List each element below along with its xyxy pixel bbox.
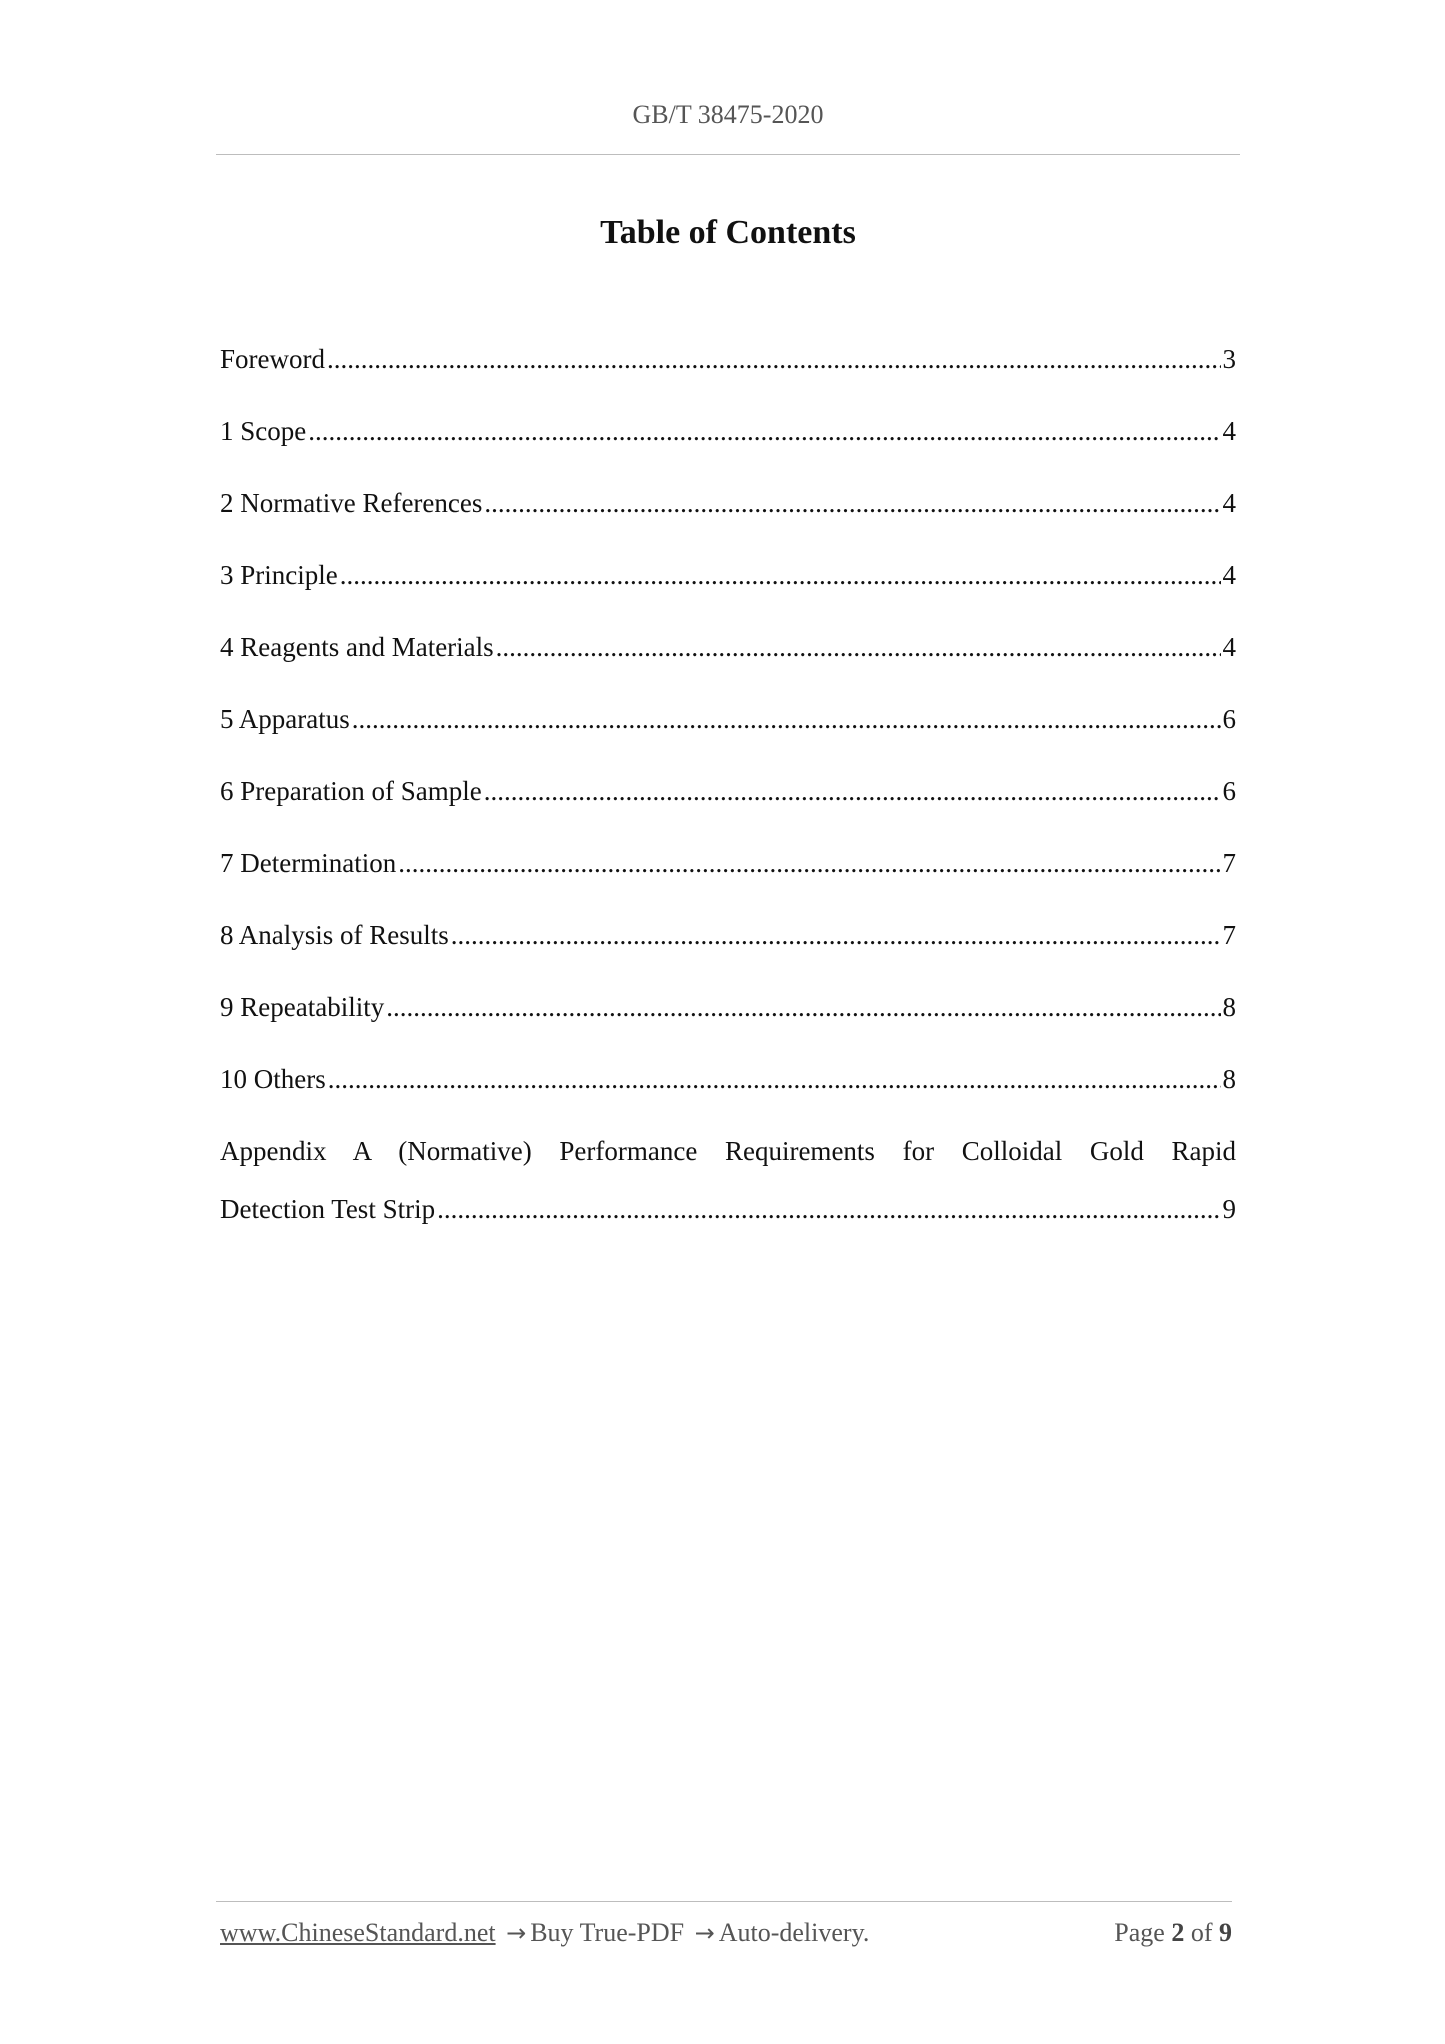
toc-entry-page: 3 <box>1222 344 1236 374</box>
dot-leader <box>437 1188 1218 1230</box>
arrow-right-icon: → <box>506 1919 527 1947</box>
document-code-header: GB/T 38475-2020 <box>632 100 824 129</box>
toc-entry-foreword[interactable] <box>220 338 1236 410</box>
of-word: of <box>1190 1918 1213 1947</box>
toc-entry-page: 7 <box>1222 848 1236 878</box>
dot-leader <box>496 626 1221 668</box>
toc-entry-appendix-a[interactable] <box>220 1130 1236 1230</box>
toc-entry-page: 6 <box>1222 704 1236 734</box>
toc-entry-others[interactable] <box>220 1058 1236 1130</box>
toc-entry-page: 4 <box>1222 560 1236 590</box>
toc-entry-page: 8 <box>1222 1064 1236 1094</box>
toc-entry-page: 4 <box>1222 416 1236 446</box>
dot-leader <box>484 482 1220 524</box>
footer-promo <box>220 1918 869 1948</box>
toc-entry-label: 10 Others <box>220 1064 326 1094</box>
header-divider <box>216 154 1240 155</box>
dot-leader <box>352 698 1221 740</box>
toc-entry-normative-references[interactable] <box>220 482 1236 554</box>
auto-delivery-text: Auto-delivery. <box>718 1918 870 1947</box>
buy-true-pdf-text: Buy True-PDF <box>530 1918 685 1947</box>
toc-entry-label-line1: Appendix A (Normative) Performance Requirements for Colloidal Gold Rapid <box>220 1136 1236 1166</box>
website-link[interactable]: www.ChineseStandard.net <box>220 1918 496 1947</box>
toc-entry-scope[interactable] <box>220 410 1236 482</box>
total-pages-number: 9 <box>1219 1918 1232 1947</box>
dot-leader <box>386 986 1220 1028</box>
dot-leader <box>451 914 1221 956</box>
toc-entry-label: 9 Repeatability <box>220 992 385 1022</box>
dot-leader <box>484 770 1221 812</box>
toc-entry-label: 8 Analysis of Results <box>220 920 449 950</box>
dot-leader <box>340 554 1221 596</box>
page-word: Page <box>1114 1918 1165 1947</box>
toc-entry-label: 3 Principle <box>220 560 338 590</box>
dot-leader <box>327 338 1221 380</box>
current-page-number: 2 <box>1171 1918 1185 1947</box>
toc-entry-label: 1 Scope <box>220 416 307 446</box>
toc-entry-page: 9 <box>1222 1194 1236 1224</box>
toc-entry-label: Foreword <box>220 344 325 374</box>
toc-entry-label: 6 Preparation of Sample <box>220 776 482 806</box>
table-of-contents <box>220 338 1236 1230</box>
footer-divider <box>216 1901 1232 1902</box>
toc-entry-determination[interactable] <box>220 842 1236 914</box>
page-title: Table of Contents <box>600 214 856 251</box>
toc-entry-repeatability[interactable] <box>220 986 1236 1058</box>
page-number-indicator <box>1114 1918 1232 1948</box>
toc-entry-page: 8 <box>1222 992 1236 1022</box>
toc-entry-label: 2 Normative References <box>220 488 483 518</box>
toc-entry-page: 7 <box>1222 920 1236 950</box>
toc-entry-preparation-of-sample[interactable] <box>220 770 1236 842</box>
dot-leader <box>398 842 1220 884</box>
toc-entry-apparatus[interactable] <box>220 698 1236 770</box>
toc-entry-analysis-of-results[interactable] <box>220 914 1236 986</box>
toc-entry-page: 4 <box>1222 632 1236 662</box>
toc-entry-label: 4 Reagents and Materials <box>220 632 494 662</box>
toc-entry-page: 4 <box>1222 488 1236 518</box>
toc-entry-label: 7 Determination <box>220 848 397 878</box>
toc-entry-label: 5 Apparatus <box>220 704 350 734</box>
dot-leader <box>308 410 1220 452</box>
dot-leader <box>328 1058 1221 1100</box>
toc-entry-reagents-materials[interactable] <box>220 626 1236 698</box>
arrow-right-icon: → <box>694 1919 715 1947</box>
toc-entry-label-line2: Detection Test Strip <box>220 1194 436 1224</box>
toc-entry-principle[interactable] <box>220 554 1236 626</box>
toc-entry-page: 6 <box>1222 776 1236 806</box>
page-footer <box>220 1918 1232 1948</box>
